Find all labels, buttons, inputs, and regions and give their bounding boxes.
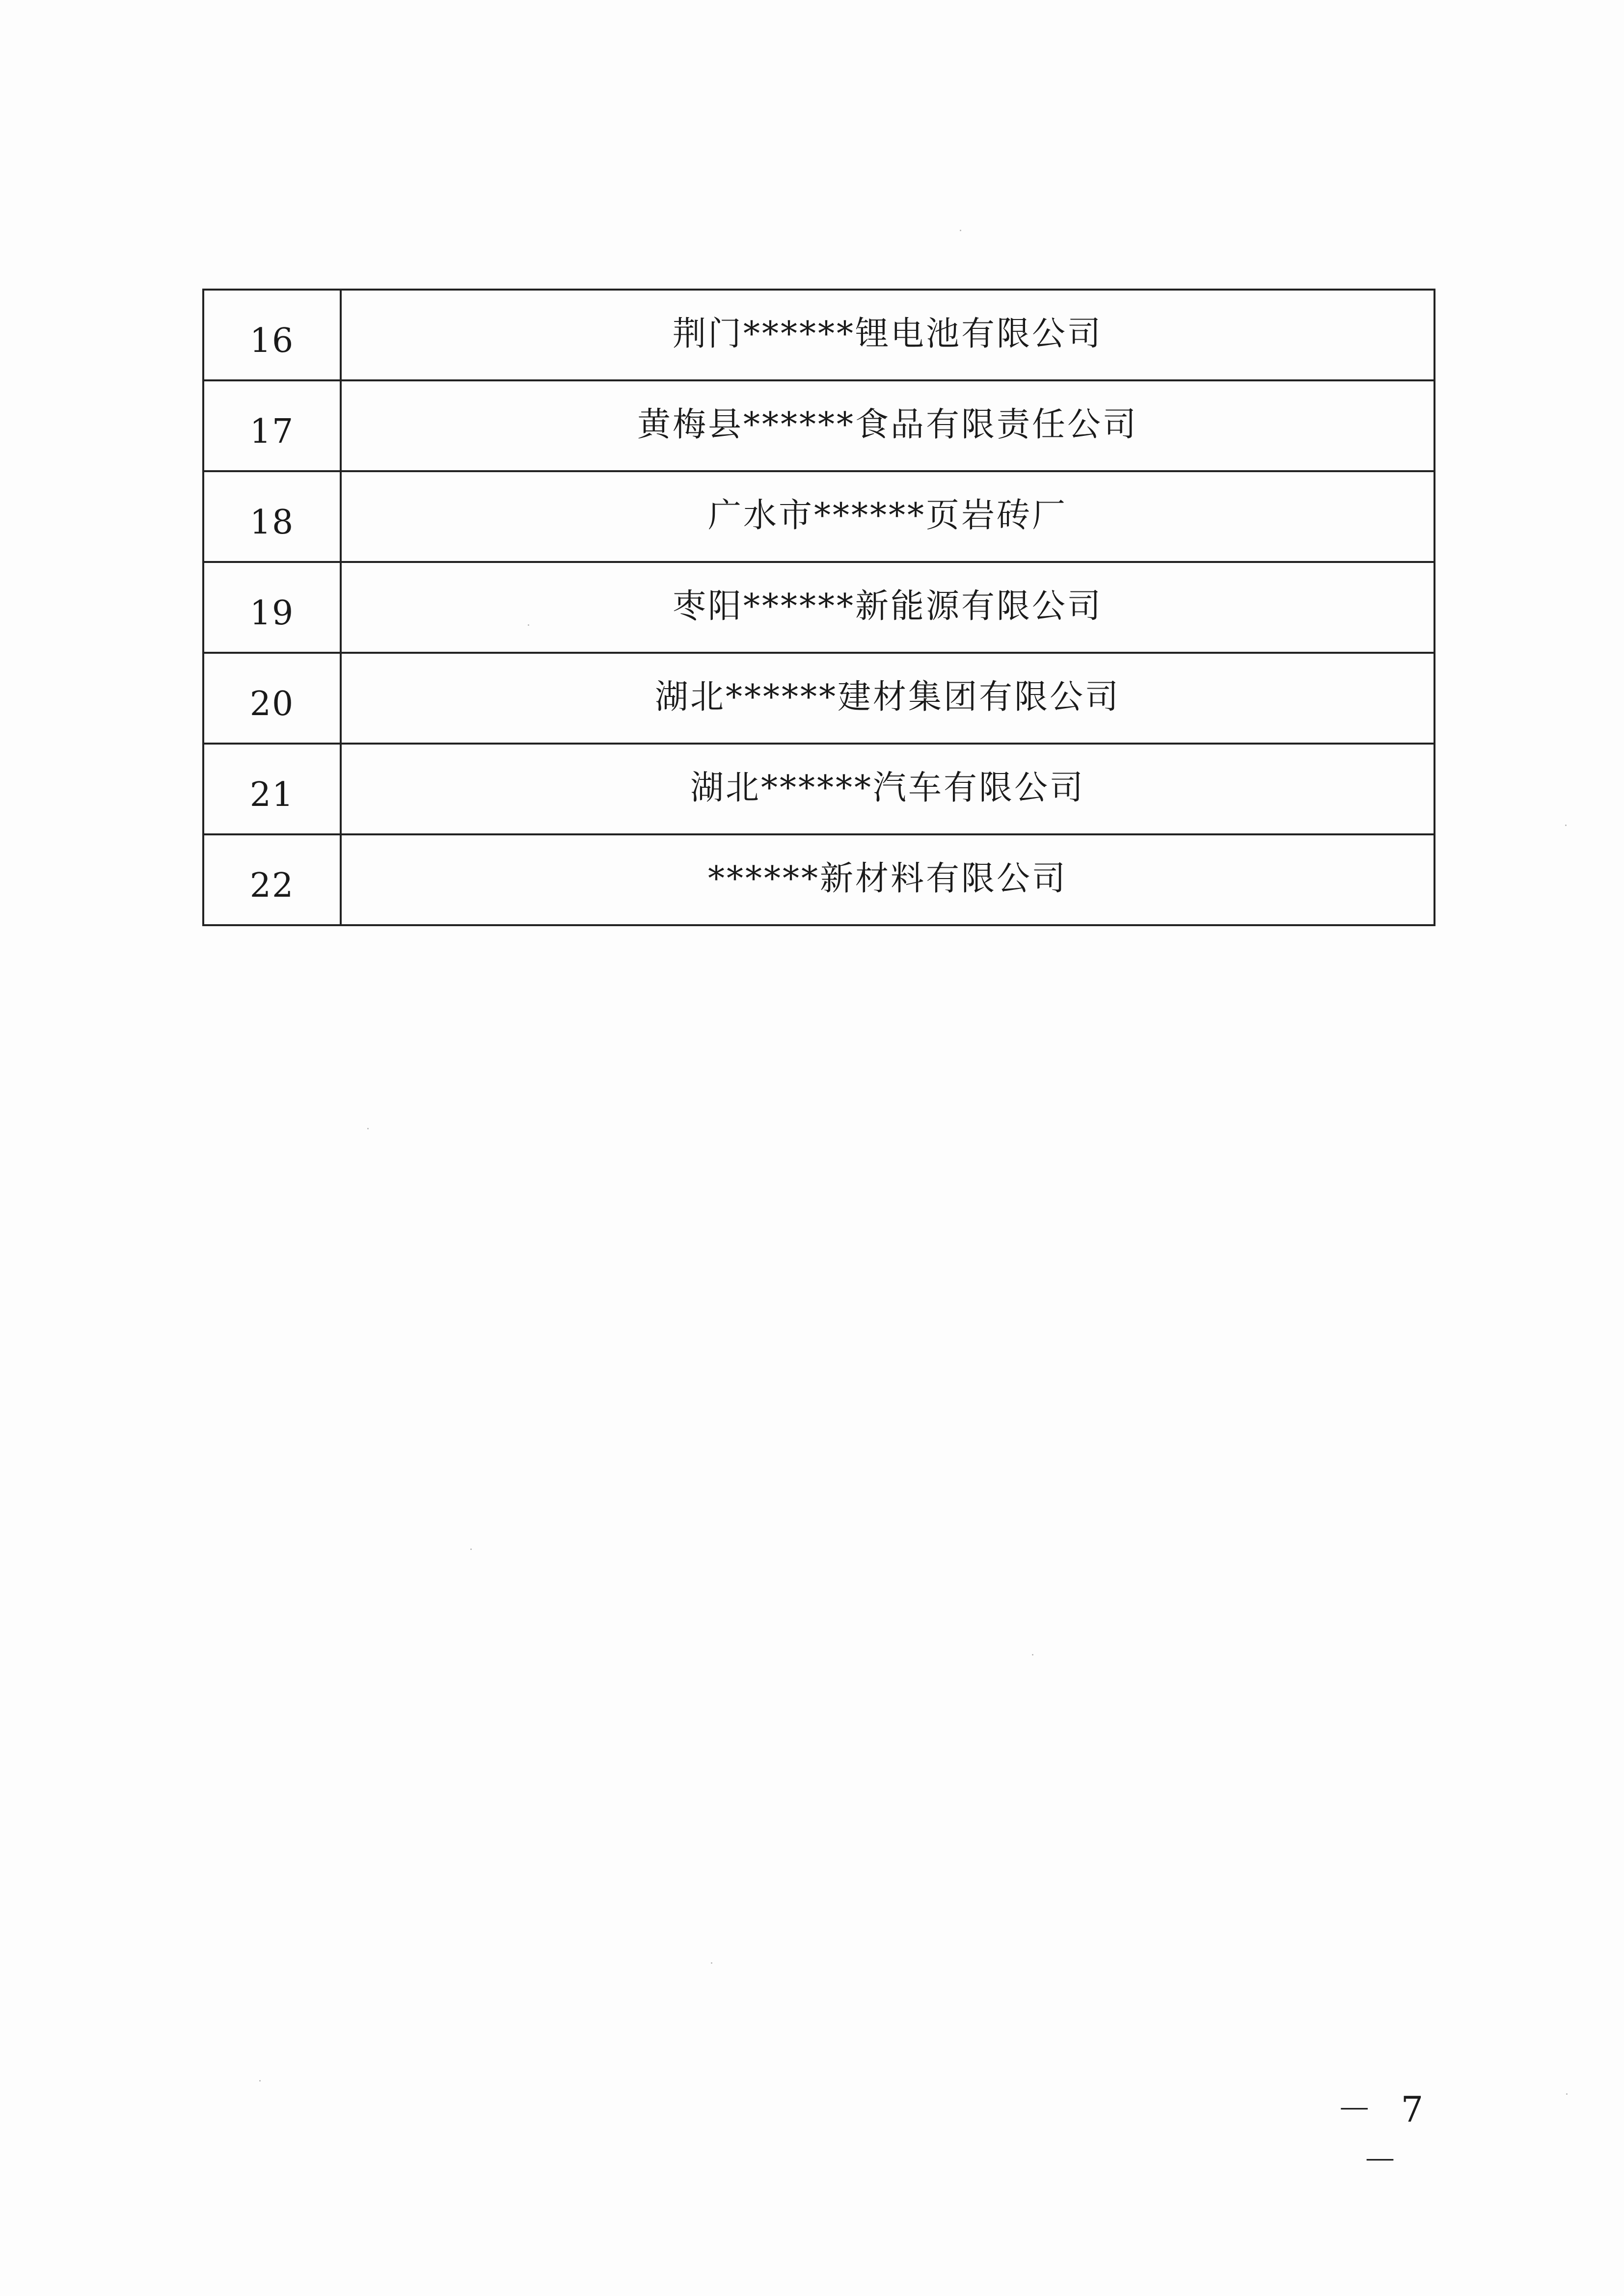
company-name: 广水市******页岩砖厂 [707, 496, 1067, 535]
row-index-cell [203, 744, 341, 834]
table-row [203, 744, 1435, 834]
scan-speck [1032, 1654, 1033, 1655]
scan-speck [528, 624, 529, 626]
row-index-cell [203, 562, 341, 653]
row-index: 21 [249, 775, 295, 814]
row-index: 17 [249, 412, 295, 451]
table-row [203, 380, 1435, 471]
scan-speck [960, 230, 961, 231]
table-row [203, 471, 1435, 562]
row-index: 19 [249, 594, 295, 633]
company-name-cell [341, 562, 1435, 653]
page-number: － 7 － [1336, 2089, 1433, 2181]
row-index-cell [203, 834, 341, 925]
row-index: 20 [249, 685, 295, 723]
row-index-cell [203, 290, 341, 380]
company-name: 荆门******锂电池有限公司 [672, 315, 1103, 353]
company-name: 湖北******建材集团有限公司 [654, 678, 1120, 717]
company-name-cell [341, 290, 1435, 380]
company-name-cell [341, 653, 1435, 744]
row-index: 18 [249, 503, 295, 542]
company-list-table [202, 289, 1435, 926]
company-name-cell [341, 471, 1435, 562]
table-row [203, 290, 1435, 380]
scan-speck [259, 2080, 261, 2082]
company-name: 枣阳******新能源有限公司 [672, 587, 1103, 626]
scan-speck [1565, 825, 1567, 826]
row-index-cell [203, 471, 341, 562]
scan-speck [711, 1962, 712, 1964]
company-name: 湖北******汽车有限公司 [690, 769, 1085, 807]
table-row [203, 834, 1435, 925]
row-index-cell [203, 653, 341, 744]
row-index: 16 [249, 321, 295, 360]
row-index: 22 [249, 866, 295, 905]
row-index-cell [203, 380, 341, 471]
company-name-cell [341, 744, 1435, 834]
scan-speck [1566, 2093, 1568, 2095]
company-list-body [203, 290, 1435, 925]
company-name: 黄梅县******食品有限责任公司 [637, 405, 1138, 444]
scan-speck [367, 1128, 369, 1129]
company-name: ******新材料有限公司 [707, 859, 1067, 898]
table-row [203, 653, 1435, 744]
company-name-cell [341, 380, 1435, 471]
scan-speck [470, 1548, 472, 1550]
company-name-cell [341, 834, 1435, 925]
table-row [203, 562, 1435, 653]
